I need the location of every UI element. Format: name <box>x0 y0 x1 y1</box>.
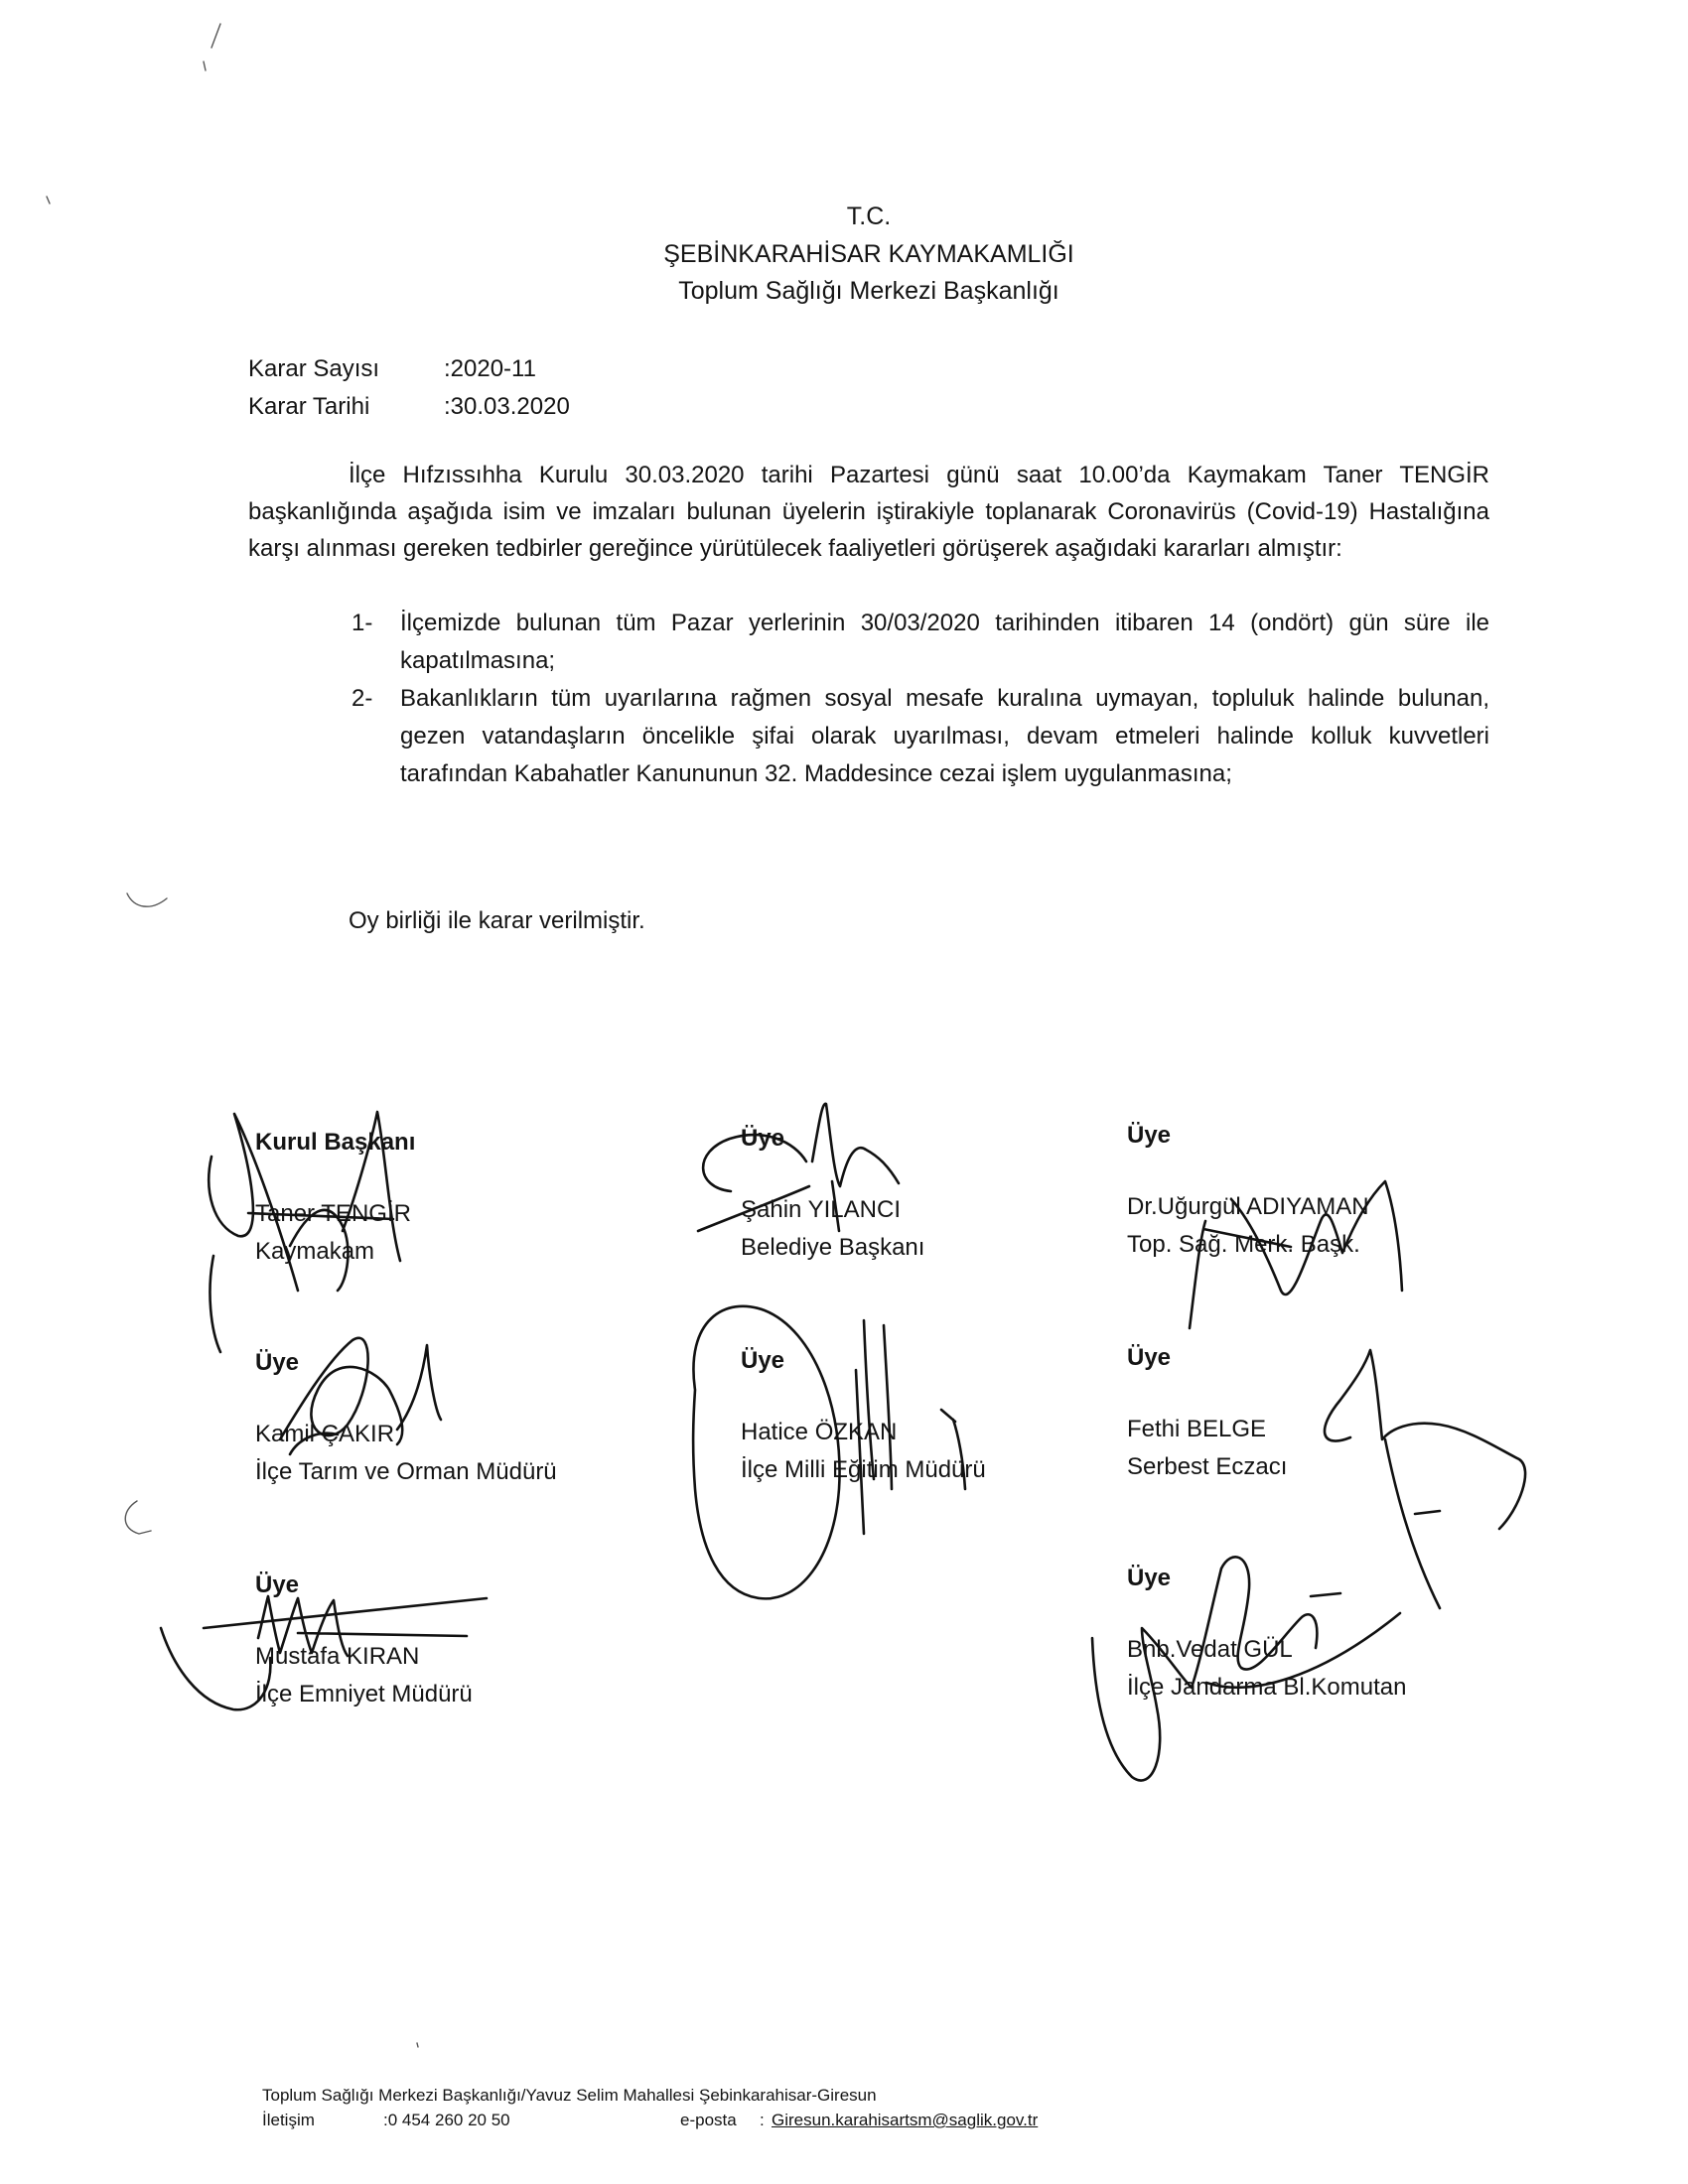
signatory-block-chair <box>255 1124 613 1271</box>
signatory-name: Dr.Uğurgül ADIYAMAN <box>1127 1193 1369 1220</box>
footer-contact-row <box>0 2109 1688 2132</box>
signatory-title: İlçe Emniyet Müdürü <box>255 1681 473 1707</box>
footer-email-prefix: : <box>760 2111 765 2129</box>
decision-date-row <box>248 388 570 426</box>
footer-address: Toplum Sağlığı Merkezi Başkanlığı/Yavuz Selim Mahallesi Şebinkarahisar-Giresun <box>262 2086 877 2105</box>
scan-mark <box>211 24 220 48</box>
signatory-title: İlçe Tarım ve Orman Müdürü <box>255 1458 557 1485</box>
header-institution: ŞEBİNKARAHİSAR KAYMAKAMLIĞI <box>663 240 1074 268</box>
decision-list <box>352 605 1489 793</box>
signatory-block-health-center <box>1127 1117 1484 1264</box>
signatory-name: Taner TENGİR <box>255 1200 411 1227</box>
signatory-name: Hatice ÖZKAN <box>741 1419 898 1445</box>
signatory-block-police <box>255 1567 613 1713</box>
list-item-text: Bakanlıkların tüm uyarılarına rağmen sosyal mesafe kuralına uymayan, topluluk halinde bulunan, gezen vatandaşların öncelikle şifai olarak uyarılması, devam etmeleri halinde kolluk kuvvetleri tarafından Kabahatler Kanununun 32. Maddesince cezai işlem uygulanmasına; <box>400 685 1489 787</box>
signatory-role: Üye <box>741 1347 785 1374</box>
decision-date-value: :30.03.2020 <box>444 393 570 420</box>
signatory-name: Bnb.Vedat GÜL <box>1127 1636 1293 1663</box>
decision-number-label: Karar Sayısı <box>248 355 380 382</box>
scan-mark <box>204 62 206 70</box>
conclusion: Oy birliği ile karar verilmiştir. <box>349 907 645 934</box>
footer-email-label: e-posta <box>680 2111 737 2129</box>
signatory-title: Kaymakam <box>255 1238 375 1265</box>
signatory-role: Üye <box>255 1349 300 1376</box>
signatory-title: İlçe Milli Eğitim Müdürü <box>741 1456 986 1483</box>
signatory-role: Üye <box>1127 1565 1172 1591</box>
decision-date-label: Karar Tarihi <box>248 393 370 420</box>
list-item-number: 1- <box>352 610 373 636</box>
signatory-name: Fethi BELGE <box>1127 1416 1267 1442</box>
scan-mark <box>127 893 167 906</box>
signatory-role: Üye <box>1127 1344 1172 1371</box>
signatory-role: Kurul Başkanı <box>255 1129 416 1156</box>
signatory-role: Üye <box>741 1125 785 1152</box>
list-item <box>352 605 1489 680</box>
decision-number-value: :2020-11 <box>444 355 536 382</box>
footer-email: Giresun.karahisartsm@saglik.gov.tr <box>772 2111 1039 2129</box>
signatory-role: Üye <box>1127 1122 1172 1149</box>
signatory-block-gendarmerie <box>1127 1560 1484 1706</box>
signatory-name: Mustafa KIRAN <box>255 1643 420 1670</box>
signatory-block-agriculture <box>255 1344 613 1491</box>
signatory-name: Kamil ÇAKIR <box>255 1421 395 1447</box>
header-tc: T.C. <box>846 203 892 230</box>
footer-phone: :0 454 260 20 50 <box>383 2111 510 2129</box>
signatory-title: Top. Sağ. Merk. Başk. <box>1127 1231 1360 1258</box>
decision-number-row <box>248 350 536 388</box>
list-item-text: İlçemizde bulunan tüm Pazar yerlerinin 30/03/2020 tarihinden itibaren 14 (ondört) gün süre ile kapatılmasına; <box>400 610 1489 674</box>
signatory-block-pharmacist <box>1127 1339 1484 1486</box>
header-department: Toplum Sağlığı Merkezi Başkanlığı <box>678 277 1059 305</box>
scan-mark <box>47 197 50 204</box>
footer-contact-label: İletişim <box>262 2111 315 2129</box>
scan-mark <box>125 1501 151 1534</box>
scan-mark <box>417 2043 418 2047</box>
signatory-title: Serbest Eczacı <box>1127 1453 1288 1480</box>
signatory-name: Şahin YILANCI <box>741 1196 901 1223</box>
signatory-block-education <box>741 1342 1098 1489</box>
intro-paragraph: İlçe Hıfzıssıhha Kurulu 30.03.2020 tarihi Pazartesi günü saat 10.00’da Kaymakam Taner TENGİR başkanlığında aşağıda isim ve imzaları bulunan üyelerin iştirakiyle toplanarak Coronavirüs (Covid-19) Hastalığına karşı alınması gereken tedbirler gereğince yürütülecek faaliyetleri görüşerek aşağıdaki kararları almıştır: <box>248 462 1489 562</box>
list-item-number: 2- <box>352 685 373 712</box>
signatory-title: Belediye Başkanı <box>741 1234 925 1261</box>
signatory-block-mayor <box>741 1120 1098 1267</box>
signatory-role: Üye <box>255 1571 300 1598</box>
signatory-title: İlçe Jandarma Bl.Komutan <box>1127 1674 1407 1701</box>
list-item <box>352 680 1489 793</box>
